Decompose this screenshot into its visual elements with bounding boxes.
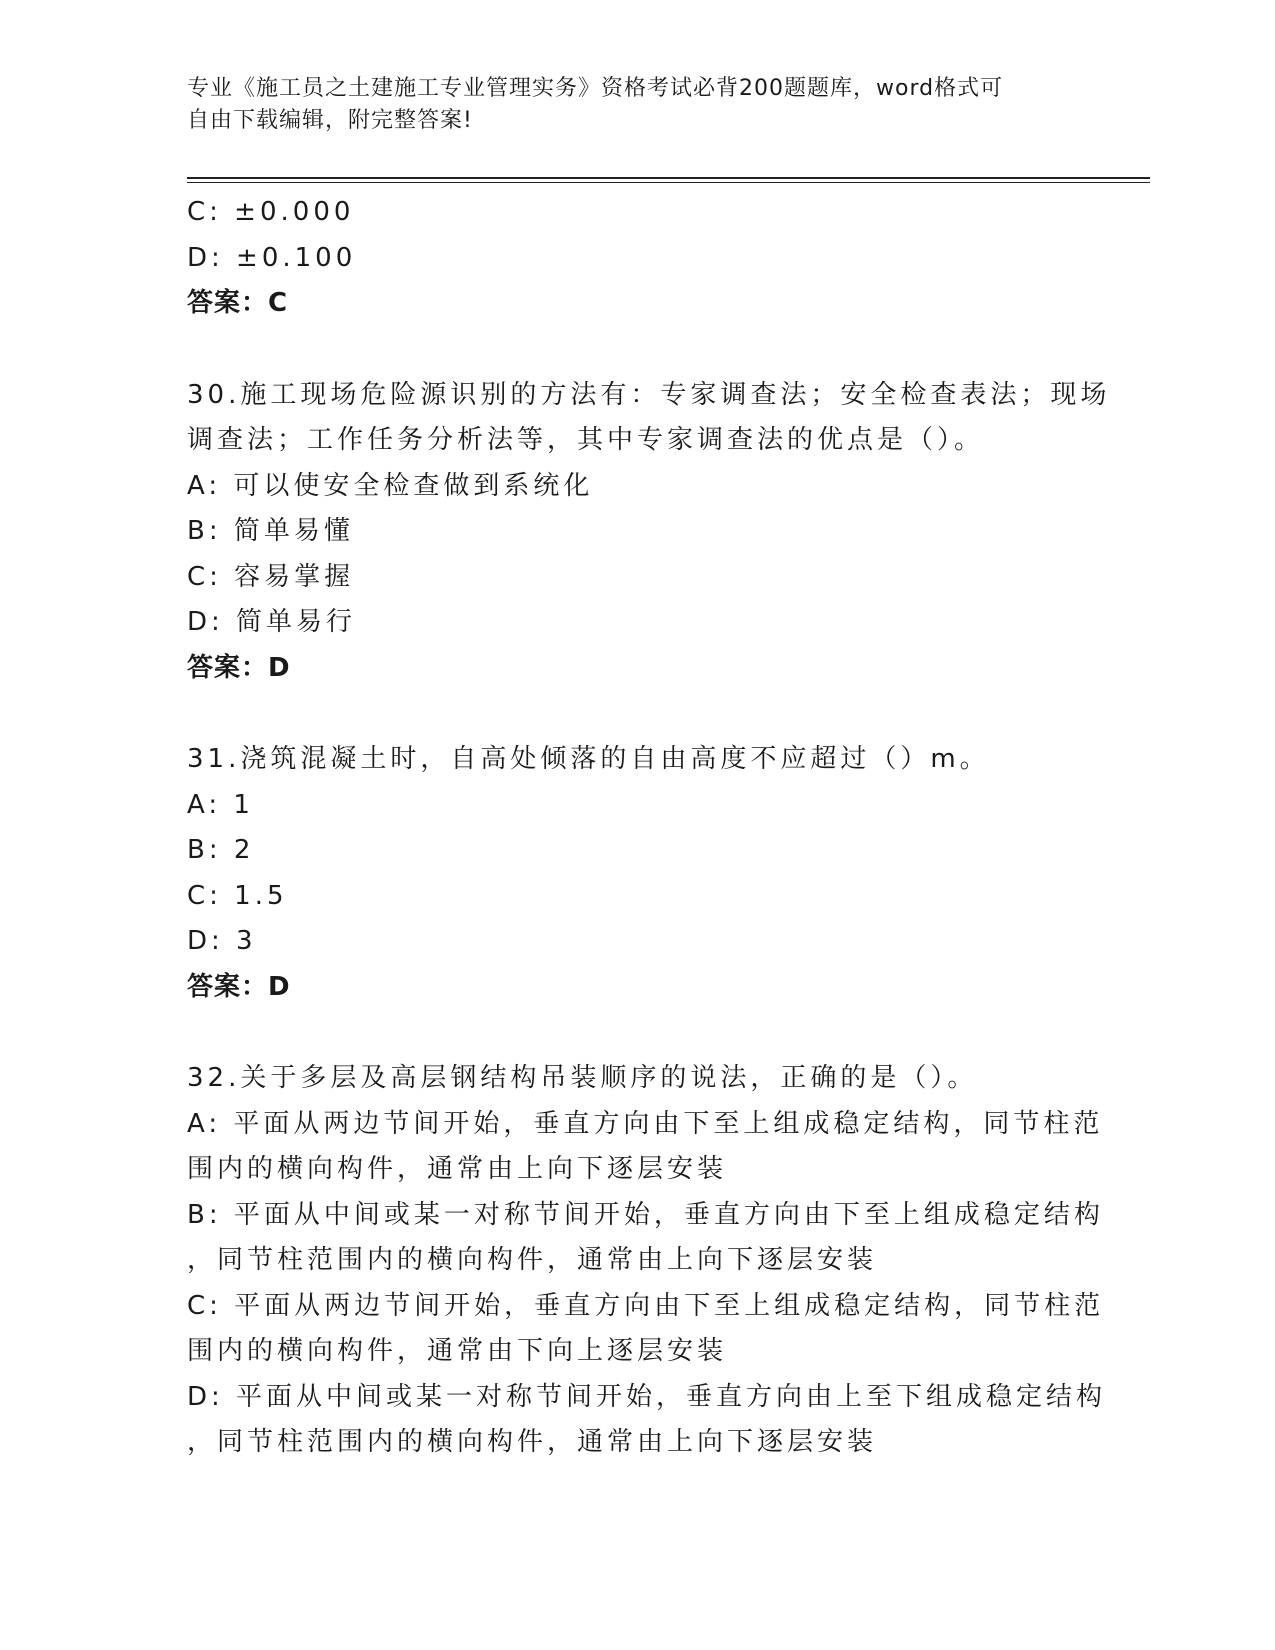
- question-32: [187, 1056, 1107, 1466]
- option-d: D: ±0.100: [187, 242, 357, 273]
- option-a: A: 可以使安全检查做到系统化: [187, 470, 594, 501]
- question-stem-line-1: 32.关于多层及高层钢结构吊装顺序的说法，正确的是（）。: [187, 1063, 978, 1093]
- question-30: [187, 373, 1111, 692]
- question-spacer: [187, 1010, 1087, 1056]
- page-header: [187, 73, 1067, 137]
- option-a: A: 1: [187, 789, 254, 820]
- option-d: D: 3: [187, 926, 257, 956]
- question-stem-line-1: 30.施工现场危险源识别的方法有：专家调查法；安全检查表法；现场: [187, 379, 1111, 410]
- option-b: B: 简单易懂: [187, 516, 354, 546]
- option-c: C: 容易掌握: [187, 561, 355, 592]
- option-a-line-2: 围内的横向构件，通常由上向下逐层安装: [187, 1154, 728, 1184]
- header-divider-thick: [187, 177, 1150, 179]
- answer-line: 答案：D: [187, 971, 291, 1002]
- option-c: C: ±0.000: [187, 197, 355, 227]
- option-d: D: 简单易行: [187, 607, 357, 637]
- answer-line: 答案：C: [187, 288, 289, 318]
- question-stem-line-1: 31.浇筑混凝土时，自高处倾落的自由高度不应超过（）m。: [187, 744, 990, 774]
- option-b-line-2: ，同节柱范围内的横向构件，通常由上向下逐层安装: [187, 1245, 878, 1275]
- header-divider-thin: [187, 182, 1150, 183]
- option-c-line-2: 围内的横向构件，通常由下向上逐层安装: [187, 1336, 728, 1366]
- question-31: [187, 737, 1087, 1010]
- option-a-line-1: A: 平面从两边节间开始，垂直方向由下至上组成稳定结构，同节柱范: [187, 1108, 1104, 1139]
- answer-line: 答案：D: [187, 652, 291, 683]
- question-29-tail: [187, 190, 1087, 327]
- option-b-line-1: B: 平面从中间或某一对称节间开始，垂直方向由下至上组成稳定结构: [187, 1199, 1104, 1230]
- question-spacer: [187, 691, 1087, 737]
- header-title-line-2: 自由下载编辑，附完整答案!: [187, 108, 473, 133]
- question-stem-line-2: 调查法；工作任务分析法等，其中专家调查法的优点是（）。: [187, 425, 985, 455]
- question-spacer: [187, 327, 1087, 373]
- option-c-line-1: C: 平面从两边节间开始，垂直方向由下至上组成稳定结构，同节柱范: [187, 1290, 1105, 1321]
- option-d-line-2: ，同节柱范围内的横向构件，通常由上向下逐层安装: [187, 1427, 878, 1457]
- option-c: C: 1.5: [187, 880, 288, 911]
- option-b: B: 2: [187, 835, 255, 865]
- option-d-line-1: D: 平面从中间或某一对称节间开始，垂直方向由上至下组成稳定结构: [187, 1381, 1107, 1412]
- question-list: [187, 190, 1111, 1466]
- header-title-line-1: 专业《施工员之土建施工专业管理实务》资格考试必背200题题库，word格式可: [187, 76, 1004, 101]
